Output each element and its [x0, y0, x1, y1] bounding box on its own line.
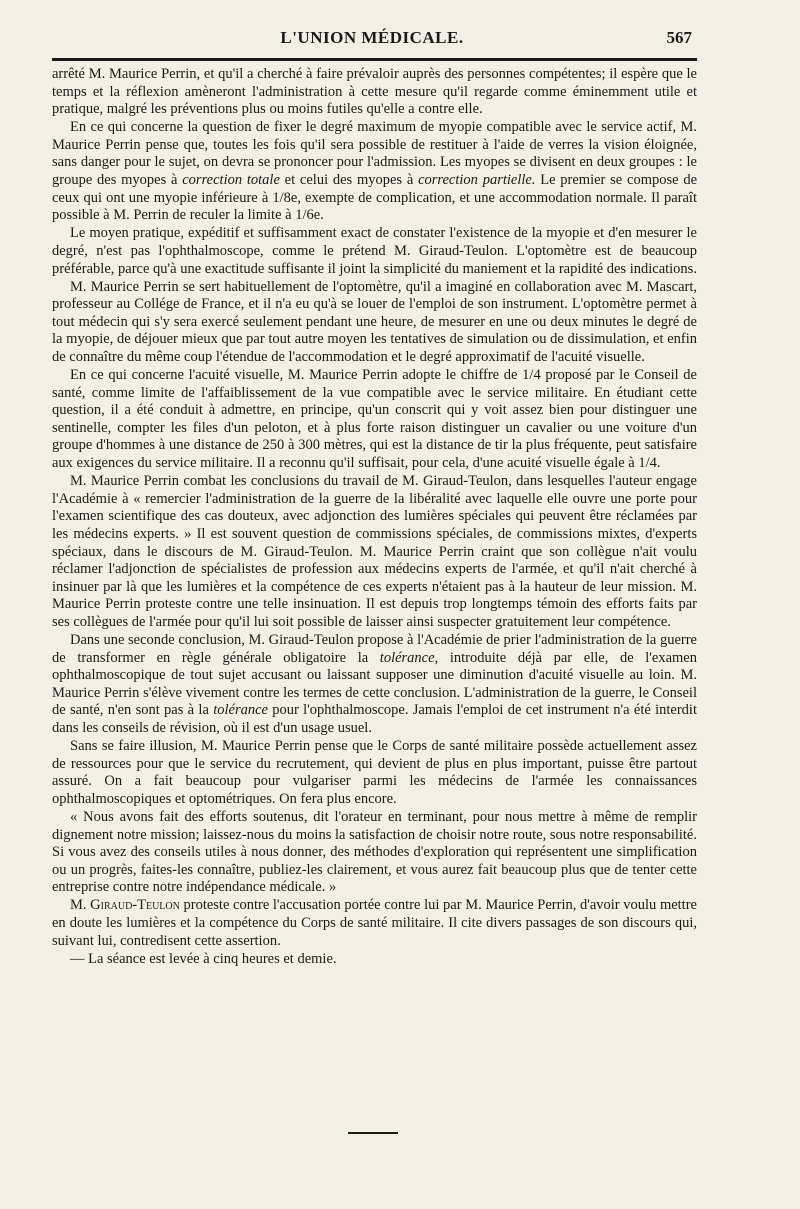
paragraph: Sans se faire illusion, M. Maurice Perrin pense que le Corps de santé militaire possède actuellement assez de ressources pour que le service du recrutement, qui devient de plus en plus important, puisse être partout assuré. On a fait beaucoup pour vulgariser parmi les médecins de l'armée les connaissances ophthalmoscopiques et optométriques. On fera plus encore. [52, 738, 697, 807]
paragraph: arrêté M. Maurice Perrin, et qu'il a cherché à faire prévaloir auprès des personnes compétentes; il espère que le temps et la réflexion amèneront l'administration à cette mesure qu'il regarde comme éminemment utile et pratique, malgré les préventions plus ou moins futiles qu'elle a contre elle. [52, 66, 697, 118]
italic-term: correction partielle. [418, 172, 536, 189]
paragraph: « Nous avons fait des efforts soutenus, dit l'orateur en terminant, pour nous mettre à même de remplir dignement notre mission; laissez-nous du moins la satisfaction de choisir notre route, sous notre responsabilité. Si vous avez des conseils utiles à nous donner, des méthodes d'exploration qui représentent une simplification ou un progrès, faites-les connaître, publiez-les clairement, et vous aurez fait beaucoup plus que de tenter cette entreprise contre notre indépendance médicale. » [52, 808, 697, 896]
end-rule [348, 1132, 398, 1134]
italic-term: tolérance [379, 649, 435, 666]
header-rule [52, 58, 697, 61]
paragraph: Le moyen pratique, expéditif et suffisamment exact de constater l'existence de la myopie et d'en mesurer le degré, n'est pas l'ophthalmoscope, comme le prétend M. Giraud-Teulon. L'optomètre est de beaucoup préférable, parce qu'à une exactitude suffisante il joint la simplicité du maniement et la rapidité des indications. [52, 225, 697, 277]
page-number: 567 [666, 28, 692, 47]
running-header [52, 28, 692, 56]
speaker-name: M. Giraud-Teulon [70, 897, 180, 914]
paragraph: En ce qui concerne la question de fixer le degré maximum de myopie compatible avec le service actif, M. Maurice Perrin pense que, toutes les fois qu'il sera possible de restituer à l'aide de verres la vision éloignée, sans danger pour le sujet, on devra se prononcer pour l'admission. Les myopes se divisent en deux groupes : le groupe des myopes à correction totale et celui des myopes à correction partielle. Le premier se compose de ceux qui ont une myopie inférieure à 1/8e, exempte de complication, et une accommodation normale. Il paraît possible à M. Perrin de reculer la limite à 1/6e. [52, 119, 698, 224]
article-body [52, 66, 697, 968]
paragraph: En ce qui concerne l'acuité visuelle, M. Maurice Perrin adopte le chiffre de 1/4 proposé par le Conseil de santé, comme limite de l'affaiblissement de la vue compatible avec le service militaire. En étudiant cette question, il a été conduit à admettre, en principe, qu'un conscrit qui y voit assez bien pour distinguer une sentinelle, compter les files d'un peloton, et à plus forte raison distinguer un cavalier ou une voiture d'un groupe d'hommes à une distance de 250 à 300 mètres, qui est la distance de tir la plus fréquente, peut satisfaire aux exigences du service militaire. Il a reconnu qu'il suffisait, pour cela, d'une acuité visuelle égale à 1/4. [52, 367, 697, 472]
paragraph: M. Giraud-Teulon proteste contre l'accusation portée contre lui par M. Maurice Perrin, d'avoir voulu mettre en doute les lumières et la compétence du Corps de santé militaire. Il cite divers passages de son discours qui, suivant lui, contredisent cette assertion. [52, 897, 697, 949]
paragraph: M. Maurice Perrin combat les conclusions du travail de M. Giraud-Teulon, dans lesquelles l'auteur engage l'Académie à « remercier l'administration de la guerre de la libéralité avec laquelle elle ouvre une porte pour l'examen scientifique des cas douteux, avec adjonction des lumières spéciales qui peuvent être réclamées par les médecins experts. » Il est souvent question de commissions spéciales, de commissions mixtes, d'experts spéciaux, dans le discours de M. Giraud-Teulon. M. Maurice Perrin craint que son collègue n'ait voulu réclamer l'adjonction de spécialistes de profession aux médecins experts de l'armée, et qu'il n'ait cherché à insinuer par là que les lumières et la compétence de ces experts n'étaient pas à la hauteur de leur mission. M. Maurice Perrin proteste contre une telle insinuation. Il est depuis trop longtemps témoin des efforts faits par ses collègues de l'armée pour qu'il lui soit possible de laisser ainsi suspecter gratuitement leur compétence. [52, 473, 697, 630]
paragraph: — La séance est levée à cinq heures et demie. [70, 950, 337, 967]
italic-term: correction totale [182, 172, 280, 189]
italic-term: tolérance [213, 702, 268, 719]
journal-title: L'UNION MÉDICALE. [280, 28, 464, 47]
paragraph: Dans une seconde conclusion, M. Giraud-Teulon propose à l'Académie de prier l'administration de la guerre de transformer en règle générale obligatoire la tolérance, introduite déjà par elle, de l'examen ophthalmoscopique de tout sujet accusant ou laissant supposer une diminution d'acuité visuelle au loin. M. Maurice Perrin s'élève vivement contre les termes de cette conclusion. L'administration de la guerre, le Conseil de santé, n'en sont pas à la tolérance pour l'ophthalmoscope. Jamais l'emploi de cet instrument n'a été interdit dans les conseils de révision, où il est d'un usage usuel. [52, 632, 697, 736]
paragraph: M. Maurice Perrin se sert habituellement de l'optomètre, qu'il a imaginé en collaboration avec M. Mascart, professeur au Collége de France, et il n'a eu qu'à se louer de l'emploi de son instrument. L'optomètre permet à tout médecin qui s'y sera exercé seulement pendant une heure, de mesurer en une ou deux minutes le degré de la myopie, de déjouer mieux que par tout autre moyen les tentatives de simulation ou de dissimulation, et enfin de connaître du même coup l'étendue de l'accommodation et le degré approximatif de l'acuité visuelle. [52, 278, 697, 365]
